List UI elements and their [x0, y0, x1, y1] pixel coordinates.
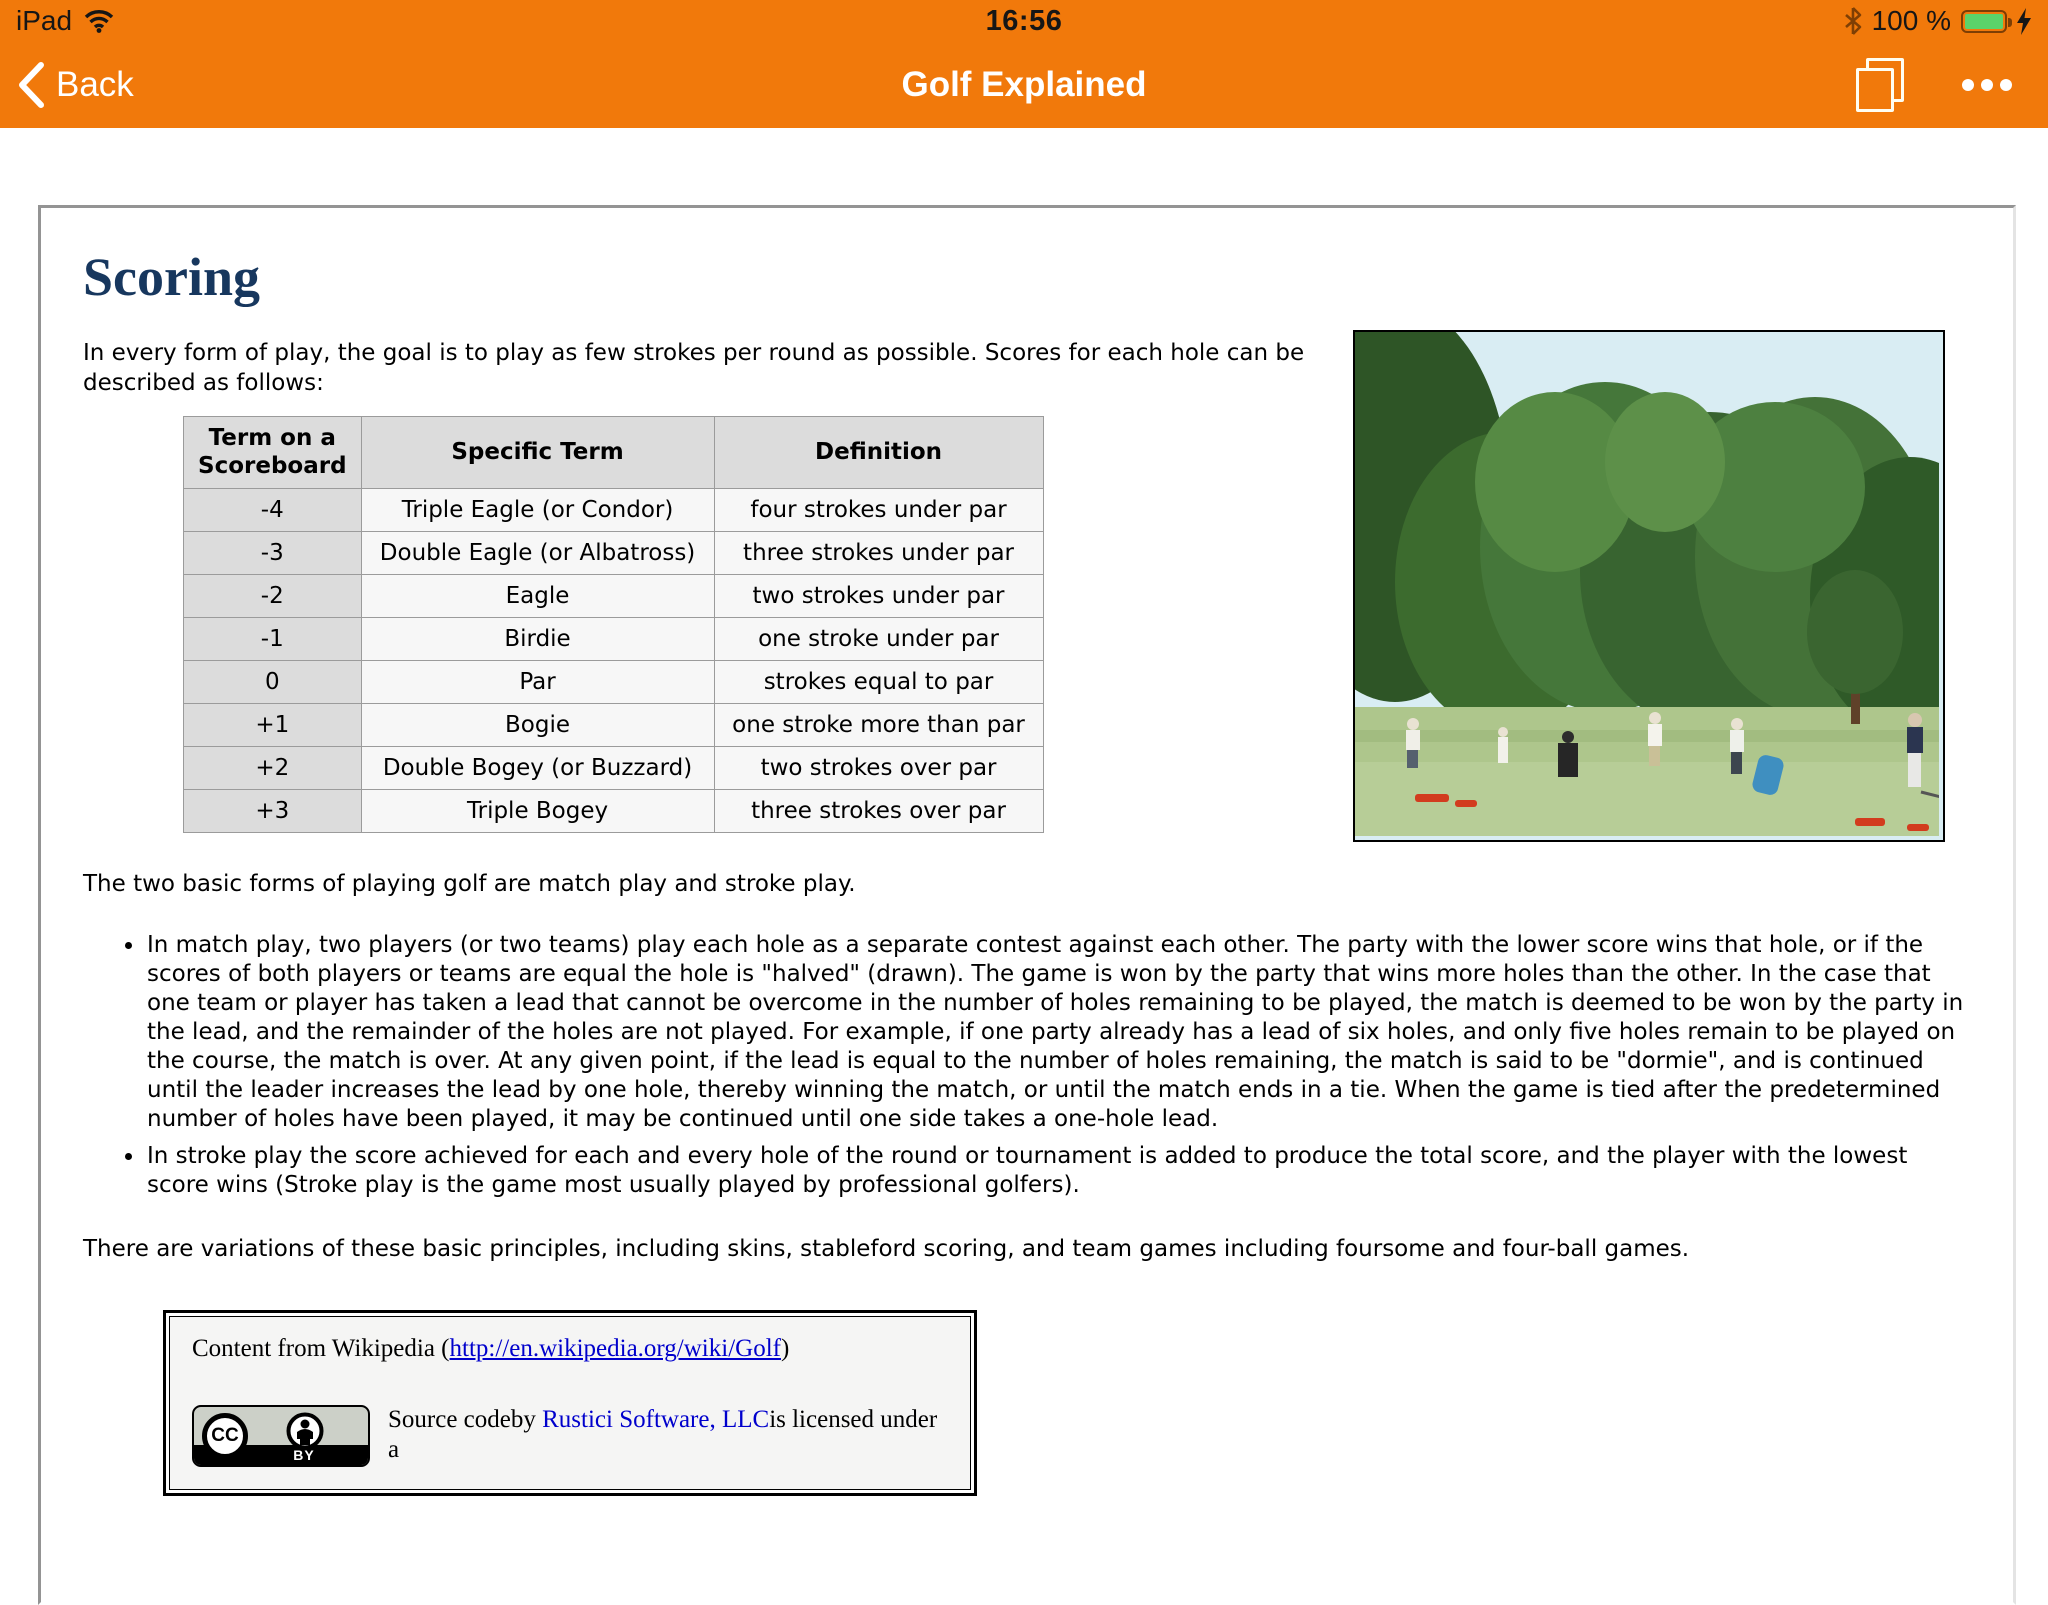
content-card	[38, 205, 2016, 1605]
status-bar	[0, 0, 2048, 42]
col-header-specific: Specific Term	[361, 417, 714, 489]
table-row: -1 Birdie one stroke under par	[184, 618, 1044, 661]
license-statement: Source codeby Rustici Software, LLCis licensed under a	[388, 1406, 938, 1464]
bluetooth-icon	[1844, 6, 1862, 36]
pages-button[interactable]	[1856, 58, 1904, 112]
more-options-button[interactable]	[1962, 79, 2012, 91]
rustici-software-link[interactable]: Rustici Software, LLC	[542, 1406, 770, 1434]
table-row: +2 Double Bogey (or Buzzard) two strokes over par	[184, 747, 1044, 790]
wikipedia-attribution: Content from Wikipedia (http://en.wikipedia.org/wiki/Golf)	[192, 1335, 790, 1363]
wifi-icon	[84, 9, 114, 33]
table-row: +1 Bogie one stroke more than par	[184, 704, 1044, 747]
wikipedia-link[interactable]: http://en.wikipedia.org/wiki/Golf	[449, 1335, 781, 1363]
table-row: 0 Par strokes equal to par	[184, 661, 1044, 704]
table-header-row	[184, 417, 1044, 489]
pages-front-icon	[1856, 68, 1894, 112]
attribution-person-icon	[286, 1412, 324, 1450]
charging-bolt-icon	[2017, 8, 2032, 35]
list-item-stroke-play: • In stroke play the score achieved for each and every hole of the round or tournament is added to produce the total score, and the player with the lowest score wins (Stroke play is the game most usually played by professional golfers).	[145, 1142, 1973, 1200]
status-time: 16:56	[985, 4, 1063, 37]
section-heading: Scoring	[83, 247, 261, 307]
table-row: +3 Triple Bogey three strokes over par	[184, 790, 1044, 833]
col-header-term: Term on a Scoreboard	[184, 417, 362, 489]
golf-course-photo	[1353, 330, 1945, 842]
scoring-table	[183, 416, 1044, 833]
cc-by-label: BY	[194, 1445, 368, 1465]
attribution-box	[163, 1310, 977, 1496]
table-row: -4 Triple Eagle (or Condor) four strokes under par	[184, 489, 1044, 532]
list-item-match-play: • In match play, two players (or two teams) play each hole as a separate contest against each other. The party with the lower score wins that hole, or if the scores of both players or teams are equal the hole is "halved" (drawn). The game is won by the party that wins more holes than the other. In the case that one team or player has taken a lead that cannot be overcome in the number of holes remaining to be played, the match is deemed to be won by the party in the lead, and the remainder of the holes are not played. For example, if one party already has a lead of six holes, and only five holes remain to be played on the course, the match is over. At any given point, if the lead is equal to the number of holes remaining, the match is said to be "dormie", and is continued until the leader increases the lead by one hole, thereby winning the match, or until the match ends in a tie. When the game is tied after the predetermined number of holes have been played, it may be continued until one side takes a one-hole lead.	[145, 931, 1973, 1134]
play-forms-list	[83, 931, 1973, 1200]
back-label: Back	[56, 65, 134, 104]
battery-icon	[1961, 10, 2007, 33]
battery-percent: 100 %	[1871, 5, 1951, 36]
variations-paragraph: There are variations of these basic principles, including skins, stableford scoring, and team games including foursome and four-ball games.	[83, 1236, 1690, 1263]
page-title: Golf Explained	[901, 65, 1147, 104]
basic-forms-paragraph: The two basic forms of playing golf are match play and stroke play.	[83, 871, 856, 898]
table-row: -2 Eagle two strokes under par	[184, 575, 1044, 618]
table-row: -3 Double Eagle (or Albatross) three strokes under par	[184, 532, 1044, 575]
intro-paragraph: In every form of play, the goal is to play as few strokes per round as possible. Scores for each hole can be described as follows:	[83, 340, 1305, 396]
col-header-definition: Definition	[714, 417, 1043, 489]
cc-logo-icon: CC	[202, 1413, 248, 1459]
cc-by-badge	[192, 1405, 370, 1467]
device-label: iPad	[16, 5, 73, 36]
nav-bar	[0, 42, 2048, 128]
